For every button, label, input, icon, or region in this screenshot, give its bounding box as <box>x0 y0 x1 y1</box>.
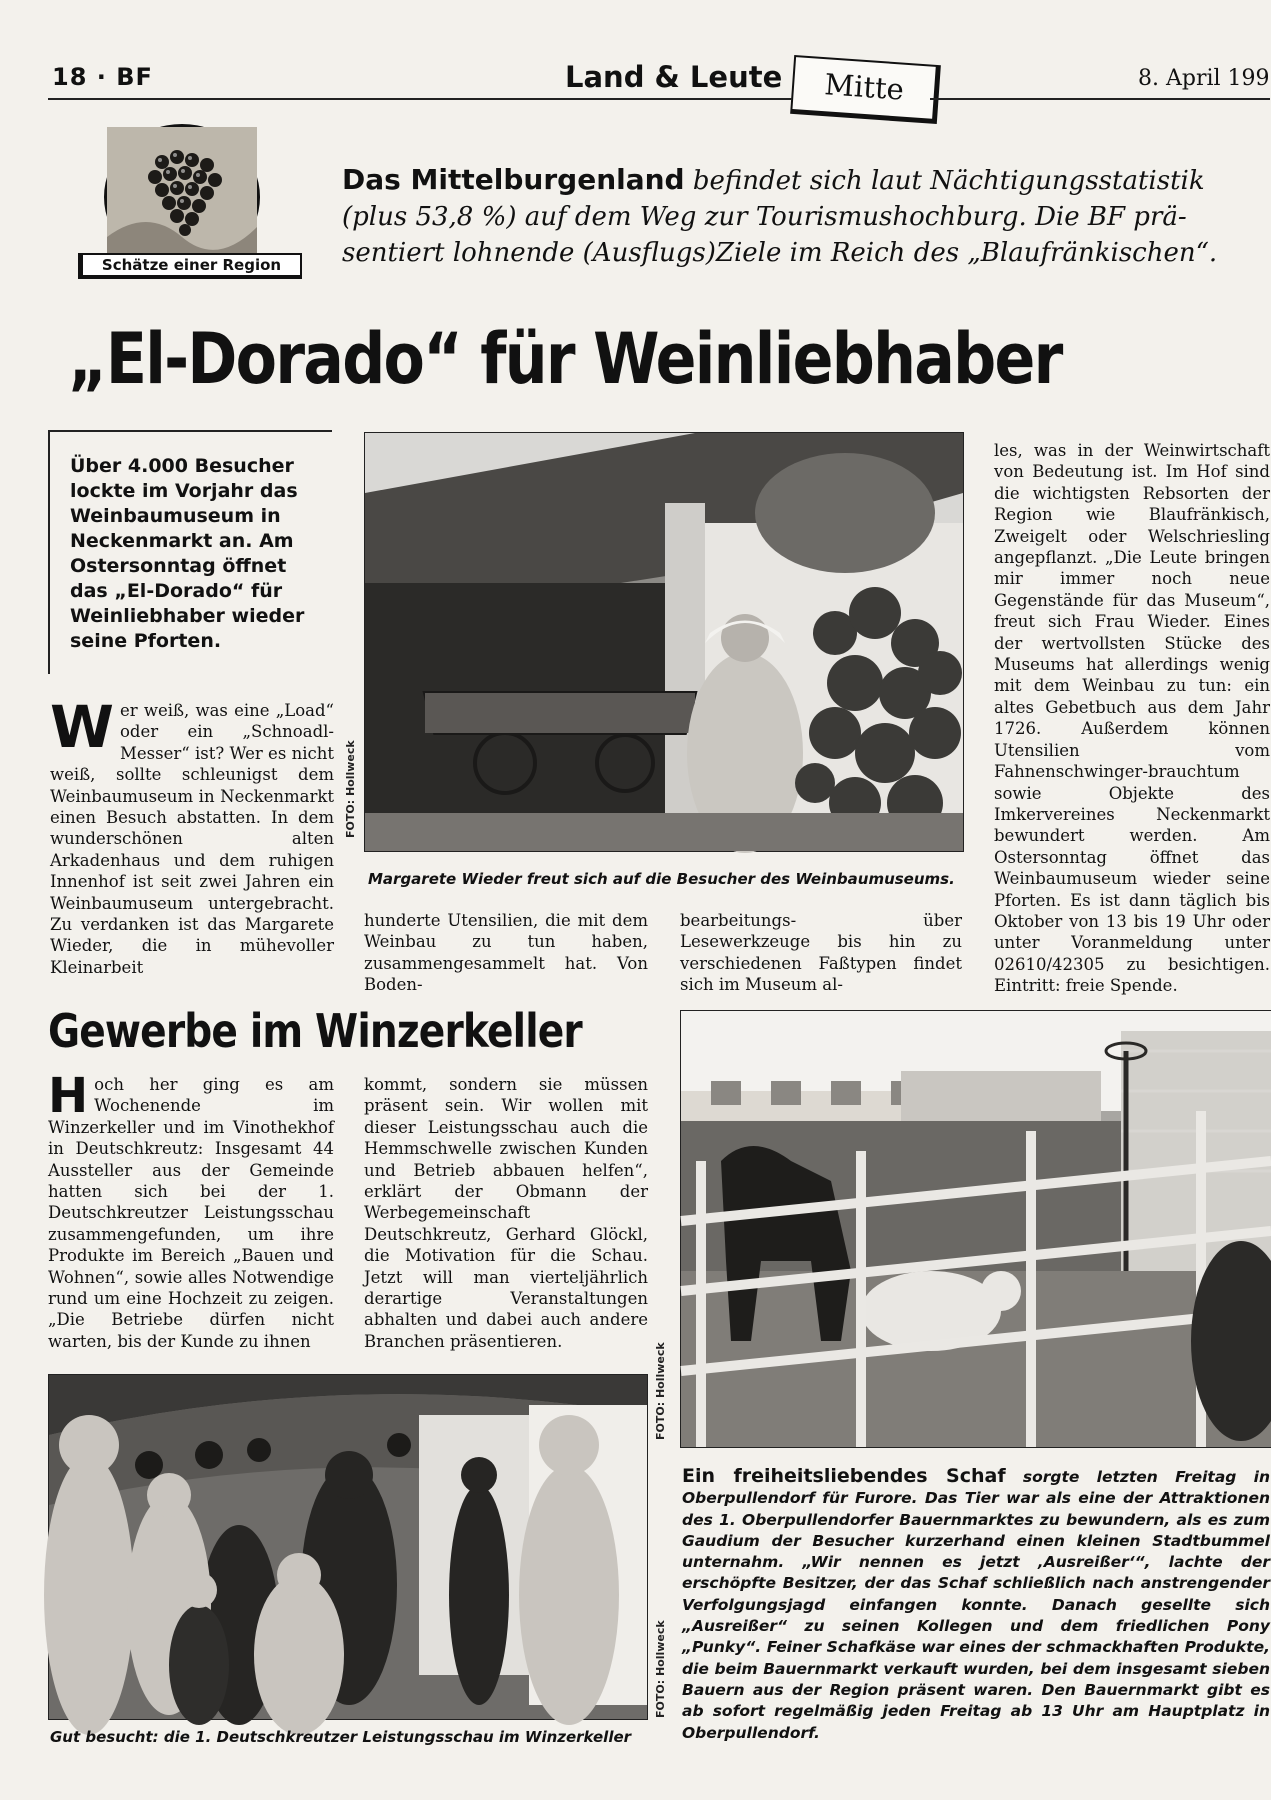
article3-text-block <box>682 1466 1270 1756</box>
badge-label-text: Schätze einer Region <box>101 256 282 274</box>
region-tag <box>790 55 941 124</box>
page-number: 18 · BF <box>52 63 153 91</box>
winzerkeller-photo-caption: Gut besucht: die 1. Deutschkreutzer Leistungsschau im Winzerkeller <box>50 1728 632 1746</box>
article1-dropcap: W <box>50 693 114 761</box>
headline-el-dorado: „El-Dorado“ für Weinliebhaber <box>68 318 1062 400</box>
article1-col3 <box>680 910 962 996</box>
museum-photo <box>364 432 964 852</box>
bauernmarkt-photo <box>680 1010 1271 1448</box>
museum-photo-credit: FOTO: Hollweck <box>344 740 357 838</box>
article1-col2-text: hunderte Utensilien, die mit dem Weinbau zu tun haben, zusammengesammelt hat. Von Boden- <box>364 911 648 995</box>
teaser-rule-top <box>48 430 332 432</box>
intro-text <box>342 162 1262 271</box>
article1-col3-text: bearbeitungs- über Lesewerkzeuge bis hin zu verschiedenen Faßtypen findet sich im Museum al- <box>680 911 962 995</box>
article2-dropcap: H <box>48 1068 89 1124</box>
bauernmarkt-photo-credit: FOTO: Hollweck <box>654 1342 667 1440</box>
badge-grapes-image <box>104 124 260 270</box>
winzerkeller-photo <box>48 1374 648 1720</box>
article2-col2-text: kommt, sondern sie müssen präsent sein. Wir wollen mit dieser Leistungsschau auch die Hemmschwelle zwischen Kunden und Betrieb abbauen helfen“, erklärt der Obmann der Werbegemeinschaft Deutschkreutz, Gerhard Glöckl, die Motivation für die Schau. Jetzt will man vierteljährlich derartige Veranstaltungen abhalten und dabei auch andere Branchen präsentieren. <box>364 1075 648 1351</box>
museum-photo-caption: Margarete Wieder freut sich auf die Besucher des Weinbaumuseums. <box>368 870 955 888</box>
header-rule-right <box>930 98 1270 100</box>
winzerkeller-photo-credit: FOTO: Hollweck <box>654 1620 667 1718</box>
article2-col1 <box>48 1068 334 1352</box>
section-title: Land & Leute <box>565 60 783 94</box>
article1-col4 <box>994 440 1270 996</box>
article1-col2 <box>364 910 648 996</box>
article2-col1-text: och her ging es am Wochenende im Winzerkeller und im Vinothekhof in Deutschkreutz: Insgesamt 44 Aussteller aus der Gemeinde hatten sich bei der 1. Deutschkreutzer Leistungsschau zusammengefunden, um ihre Produkte im Bereich „Bauen und Wohnen“, sowie alles Notwendige rund um eine Hochzeit zu zeigen. „Die Betriebe dürfen nicht warten, bis der Kunde zu ihnen <box>48 1075 334 1351</box>
teaser-rule-left <box>48 430 50 674</box>
article3-lead: Ein freiheitsliebendes Schaf <box>682 1465 1006 1487</box>
intro-line2: (plus 53,8 %) auf dem Weg zur Tourismushochburg. Die BF prä- <box>342 202 1187 232</box>
article2-col2 <box>364 1074 648 1352</box>
badge-label <box>78 253 302 279</box>
issue-date: 8. April 199 <box>1138 66 1270 91</box>
intro-line1: befindet sich laut Nächtigungsstatistik <box>692 166 1205 196</box>
article1-col1 <box>50 693 334 978</box>
article1-col4-text: les, was in der Weinwirtschaft von Bedeutung ist. Im Hof sind die wichtigsten Rebsorten der Region wie Blaufränkisch, Zweigelt oder Welschriesling angepflanzt. „Die Leute bringen mir immer noch neue Gegenstände für das Museum“, freut sich Frau Wieder. Eines der wertvollsten Stücke des Museums hat allerdings wenig mit dem Weinbau zu tun: ein altes Gebetbuch aus dem Jahr 1726. Außerdem können Utensilien vom Fahnenschwinger-brauchtum sowie Objekte des Imkervereines Neckenmarkt bewundert werden. Am Ostersonntag öffnet das Weinbaumuseum wieder seine Pforten. Es ist dann täglich bis Oktober von 13 bis 19 Uhr oder unter Voranmeldung unter 02610/42305 zu besichtigen. Eintritt: freie Spende. <box>994 441 1270 996</box>
intro-line3: sentiert lohnende (Ausflugs)Ziele im Reich des „Blaufränkischen“. <box>342 238 1218 268</box>
region-tag-label: Mitte <box>823 67 905 107</box>
article1-col1-text: er weiß, was eine „Load“ oder ein „Schnoadl-Messer“ ist? Wer es nicht weiß, sollte schleunigst dem Weinbaumuseum in Neckenmarkt einen Besuch abstatten. In dem wunderschönen alten Arkadenhaus und dem ruhigen Innenhof ist seit zwei Jahren ein Weinbaumuseum untergebracht. Zu verdanken ist das Margarete Wieder, die in mühevoller Kleinarbeit <box>50 701 334 977</box>
headline-gewerbe: Gewerbe im Winzerkeller <box>48 1004 582 1058</box>
header-rule <box>48 98 792 100</box>
article3-text: sorgte letzten Freitag in Oberpullendorf für Furore. Das Tier war als eine der Attraktionen des 1. Oberpullendorfer Bauernmarktes zu bewundern, als es zum Gaudium der Besucher kurzerhand einen kleinen Stadtbummel unternahm. „Wir nennen es jetzt ‚Ausreißer‘“, lachte der erschöpfte Besitzer, der das Schaf schließlich nach anstrengender Verfolgungsjagd einfangen konnte. Danach gesellte sich „Ausreißer“ zu seinen Kollegen und dem friedlichen Pony „Punky“. Feiner Schafkäse war eines der schmackhaften Produkte, die beim Bauernmarkt verkauft wurden, bei dem insgesamt sieben Bauern aus der Region präsent waren. Den Bauernmarkt gibt es ab sofort regelmäßig jeden Freitag ab 13 Uhr am Hauptplatz in Oberpullendorf. <box>682 1468 1270 1742</box>
intro-lead: Das Mittelburgenland <box>342 163 685 196</box>
teaser-text: Über 4.000 Besucher lockte im Vorjahr das Weinbaumuseum in Neckenmarkt an. Am Ostersonntag öffnet das „El-Dorado“ für Weinliebhaber wieder seine Pforten. <box>70 455 305 652</box>
